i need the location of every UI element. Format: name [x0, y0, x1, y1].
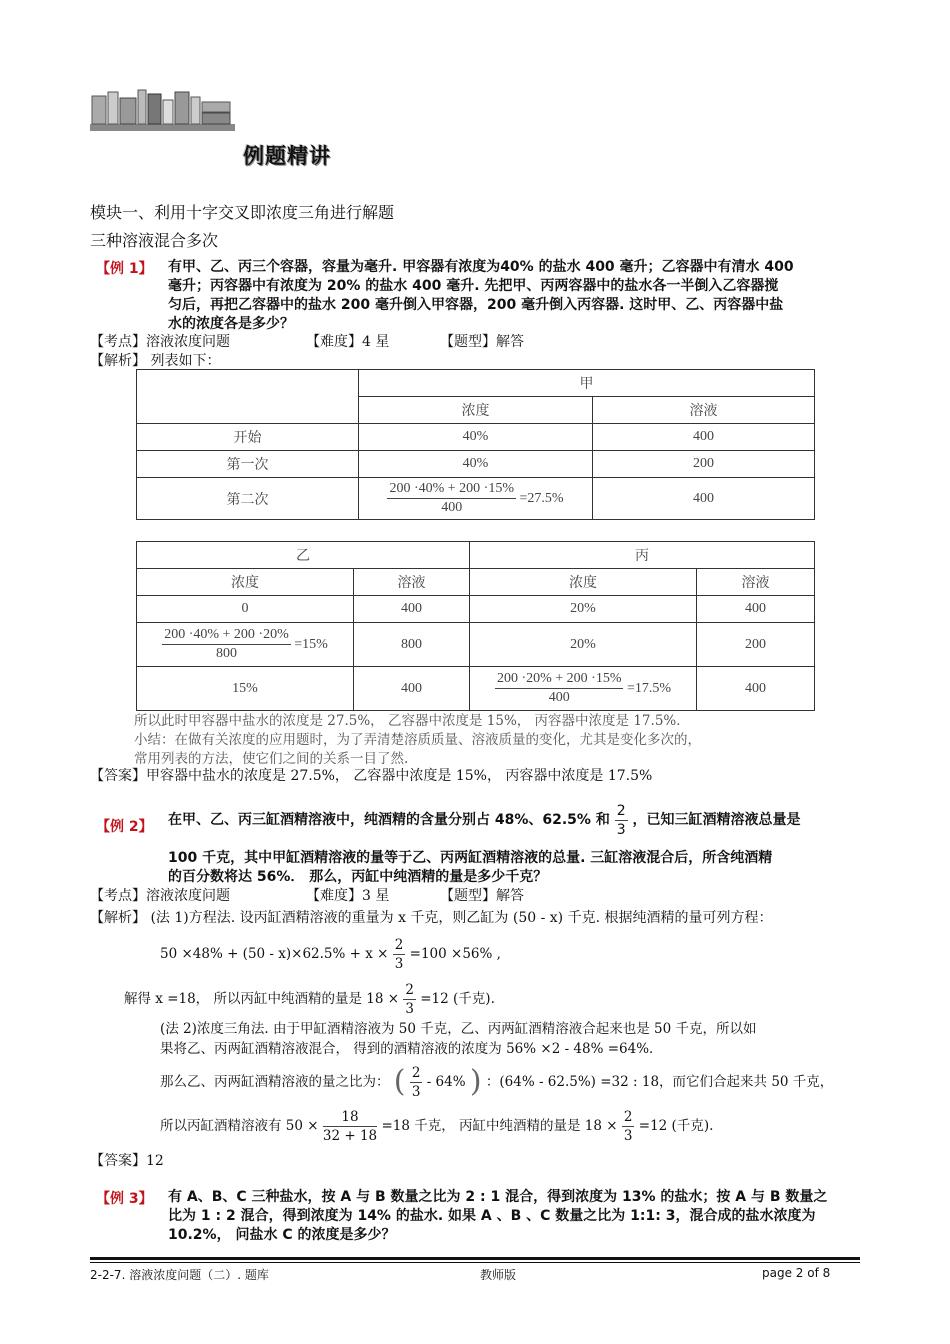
- table-group-header: 乙: [137, 542, 470, 569]
- table-row: [137, 424, 815, 451]
- table-col-header: 浓度: [359, 397, 593, 424]
- table-group-header: 甲: [359, 370, 815, 397]
- table-row: [137, 478, 815, 520]
- example-3-label: 【例 3】: [96, 1191, 153, 1207]
- table-cell: 200: [593, 451, 815, 478]
- ex2-solution-1: [124, 981, 495, 1018]
- table-cell: 第一次: [137, 451, 359, 478]
- table-cell-fraction: [470, 667, 697, 711]
- ratio-inner: - 64%: [426, 1073, 466, 1090]
- books-banner-icon: [90, 88, 235, 132]
- table-row: [137, 667, 815, 711]
- ex2-answer: 【答案】12: [90, 1153, 164, 1169]
- table-cell: 400: [593, 478, 815, 520]
- ex2-ratio: [160, 1062, 880, 1102]
- table-cell: 20%: [470, 596, 697, 623]
- table-cell: 200: [697, 623, 815, 667]
- final-text-2: =18 千克， 丙缸中纯酒精的量是 18 ×: [381, 1118, 618, 1134]
- example-1-text: [168, 258, 868, 334]
- fraction-numerator: 2: [405, 982, 414, 998]
- table-cell: 0: [137, 596, 354, 623]
- module-heading: 模块一、利用十字交叉即浓度三角进行解题: [90, 203, 395, 222]
- ex2-final: [160, 1108, 880, 1145]
- table-row: [137, 596, 815, 623]
- fraction-numerator: 2: [616, 803, 626, 819]
- ex2-text-a: 在甲、乙、丙三缸酒精溶液中，纯酒精的含量分别占 48%、62.5% 和: [168, 812, 610, 828]
- explanation-line: 常用列表的方法，使它们之间的关系一目了然.: [134, 751, 409, 767]
- table-col-header: 溶液: [697, 569, 815, 596]
- fraction-numerator: 200 ·40% + 200 ·20%: [162, 626, 291, 645]
- table-cell: 800: [354, 623, 470, 667]
- table-cell: 400: [593, 424, 815, 451]
- example-2-label: 【例 2】: [96, 819, 153, 835]
- example-1-label: 【例 1】: [96, 261, 153, 277]
- ex2-method-2-line1: (法 2)浓度三角法. 由于甲缸酒精溶液为 50 千克，乙、丙两缸酒精溶液合起来也是 50 千克，所以如: [160, 1021, 757, 1037]
- table-cell: 第二次: [137, 478, 359, 520]
- explanation-line: 小结：在做有关浓度的应用题时，为了弄清楚溶质质量、溶液质量的变化，尤其是变化多次的，: [134, 732, 701, 748]
- table-cell-fraction: [137, 623, 354, 667]
- fraction-numerator: 200 ·40% + 200 ·15%: [387, 480, 516, 499]
- table-cell-fraction: [359, 478, 593, 520]
- ex1-jiexi: 【解析】 列表如下：: [90, 353, 221, 369]
- ex2-kaodian: 【考点】溶液浓度问题: [90, 888, 230, 904]
- table-col-header: 浓度: [137, 569, 354, 596]
- section-title: 例题精讲: [243, 144, 331, 168]
- ex2-text-b: ，已知三缸酒精溶液总量是: [632, 812, 801, 828]
- fraction-denominator: 32 + 18: [322, 1128, 378, 1144]
- solution-result: =12 (千克).: [420, 991, 495, 1007]
- ex3-line: 10.2%， 问盐水 C 的浓度是多少？: [168, 1227, 396, 1243]
- ex2-method-2-line2: 果将乙、丙两缸酒精溶液混合， 得到的酒精溶液的浓度为 56% ×2 - 48% =64%．: [160, 1041, 663, 1057]
- ex1-kaodian: 【考点】溶液浓度问题: [90, 334, 230, 350]
- footer-rule-thin: [90, 1262, 860, 1263]
- fraction-numerator: 2: [623, 1109, 633, 1125]
- ratio-text: 那么乙、丙两缸酒精溶液的量之比为：: [160, 1073, 390, 1090]
- table-cell: 开始: [137, 424, 359, 451]
- table-yi-bing: [136, 541, 815, 711]
- footer-rule: [90, 1257, 860, 1260]
- ex2-jiexi: 【解析】 (法 1)方程法. 设丙缸酒精溶液的重量为 x 千克，则乙缸为 (50 - x) 千克. 根据纯酒精的量可列方程：: [90, 910, 773, 926]
- example-2-line1: [168, 802, 888, 839]
- ex1-answer: 【答案】甲容器中盐水的浓度是 27.5%， 乙容器中浓度是 15%， 丙容器中浓度是 17.5%: [90, 768, 653, 784]
- final-result: =12 (千克).: [638, 1118, 714, 1134]
- equation-left: 50 ×48% + (50 - x)×62.5% + x ×: [160, 946, 389, 962]
- fraction-result: =27.5%: [519, 490, 564, 506]
- ex3-line: 比为 1 : 2 混合，得到浓度为 14% 的盐水. 如果 A 、B 、C 数量之比为 1:1: 3，混合成的盐水浓度为: [168, 1208, 816, 1224]
- fraction-result: =15%: [294, 636, 328, 652]
- ex1-nandu: 【难度】4 星: [306, 334, 390, 350]
- table-cell: 15%: [137, 667, 354, 711]
- example-3-text: [168, 1188, 888, 1245]
- table-col-header: 浓度: [470, 569, 697, 596]
- ex2-tixing: 【题型】解答: [440, 888, 524, 904]
- table-jia: [136, 369, 815, 520]
- fraction-result: =17.5%: [626, 680, 672, 696]
- ex3-line: 有 A、B、C 三种盐水，按 A 与 B 数量之比为 2 : 1 混合，得到浓度为 13% 的盐水；按 A 与 B 数量之: [168, 1189, 828, 1205]
- module-subheading: 三种溶液混合多次: [90, 231, 219, 250]
- table-cell: 40%: [359, 451, 593, 478]
- example-2-line3: 的百分数将达 56%． 那么，丙缸中纯酒精的量是多少千克？: [168, 869, 548, 885]
- left-paren-icon: (: [393, 1064, 406, 1099]
- final-text: 所以丙缸酒精溶液有 50 ×: [160, 1118, 319, 1134]
- table-row: [137, 451, 815, 478]
- fraction-numerator: 18: [323, 1108, 377, 1127]
- ex1-line: 有甲、乙、丙三个容器，容量为毫升. 甲容器有浓度为40% 的盐水 400 毫升；乙容器中有清水 400: [168, 259, 794, 275]
- example-2-line2: 100 千克，其中甲缸酒精溶液的量等于乙、丙两缸酒精溶液的总量. 三缸溶液混合后，所含纯酒精: [168, 850, 773, 866]
- ex1-line: 匀后，再把乙容器中的盐水 200 毫升倒入甲容器，200 毫升倒入丙容器. 这时甲、乙、丙容器中盐: [168, 297, 784, 313]
- fraction-denominator: 3: [623, 1128, 633, 1144]
- explanation-line: 所以此时甲容器中盐水的浓度是 27.5%， 乙容器中浓度是 15%， 丙容器中浓度是 17.5%．: [134, 713, 690, 729]
- table-corner-cell: [137, 370, 359, 424]
- fraction-denominator: 800: [215, 646, 237, 661]
- ex1-explanation: [134, 712, 854, 769]
- right-paren-icon: ): [469, 1064, 482, 1099]
- table-cell: 40%: [359, 424, 593, 451]
- footer-center: 教师版: [480, 1268, 517, 1282]
- ex1-line: 毫升；丙容器中有浓度为 20% 的盐水 400 毫升. 先把甲、丙两容器中的盐水各一半倒入乙容器搅: [168, 278, 779, 294]
- table-cell: 400: [354, 596, 470, 623]
- fraction-numerator: 200 ·20% + 200 ·15%: [495, 670, 624, 689]
- table-col-header: 溶液: [593, 397, 815, 424]
- table-cell: 400: [697, 667, 815, 711]
- footer-page-number: page 2 of 8: [762, 1266, 831, 1280]
- equation-right: =100 ×56% ,: [409, 946, 501, 962]
- table-row: [137, 623, 815, 667]
- ex1-tixing: 【题型】解答: [440, 334, 524, 350]
- fraction-denominator: 3: [616, 822, 626, 838]
- table-group-header: 丙: [470, 542, 815, 569]
- fraction-denominator: 400: [548, 690, 570, 705]
- fraction-denominator: 400: [441, 500, 463, 515]
- ex1-line: 水的浓度各是多少？: [168, 316, 294, 332]
- fraction-numerator: 2: [411, 1064, 421, 1081]
- ratio-rest: ：(64% - 62.5%) =32 : 18，而它们合起来共 50 千克，: [485, 1073, 834, 1090]
- ex2-nandu: 【难度】3 星: [306, 888, 390, 904]
- fraction-denominator: 3: [405, 1001, 414, 1017]
- ex2-equation: [160, 936, 501, 973]
- fraction-numerator: 2: [394, 937, 404, 953]
- table-cell: 400: [354, 667, 470, 711]
- table-cell: 20%: [470, 623, 697, 667]
- footer-left: 2-2-7. 溶液浓度问题（二）. 题库: [90, 1268, 269, 1282]
- fraction-denominator: 3: [394, 956, 404, 972]
- table-col-header: 溶液: [354, 569, 470, 596]
- fraction-denominator: 3: [411, 1083, 421, 1100]
- table-cell: 400: [697, 596, 815, 623]
- solution-text: 解得 x =18， 所以丙缸中纯酒精的量是 18 ×: [124, 991, 400, 1007]
